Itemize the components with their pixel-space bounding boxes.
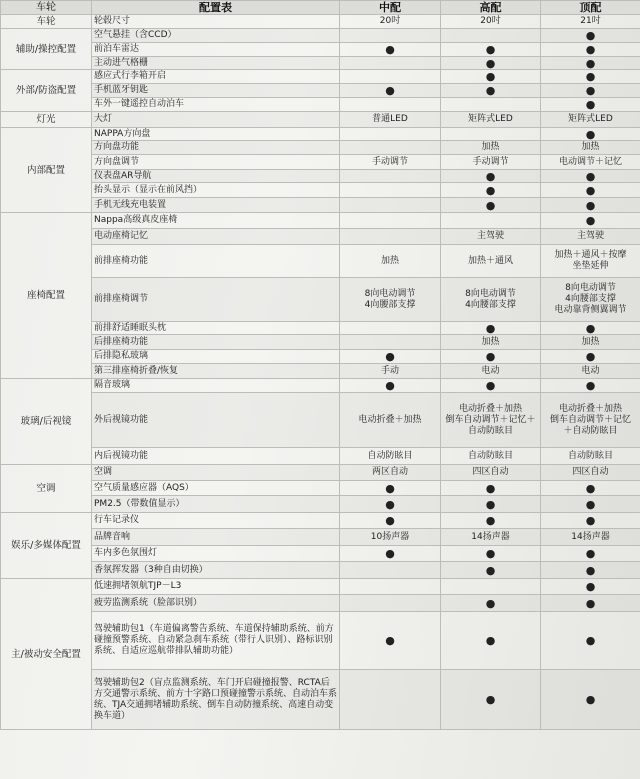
trim-high-value: ● — [441, 379, 541, 393]
trim-top-value: ● — [541, 612, 640, 670]
table-row — [1, 198, 640, 213]
trim-top-value: ● — [541, 579, 640, 595]
header-trim-mid: 中配 — [340, 1, 441, 15]
table-row — [1, 15, 640, 29]
feature-name: 电动座椅记忆 — [92, 229, 340, 245]
trim-high-value — [441, 128, 541, 141]
trim-high-value: 电动折叠＋加热 倒车自动调节＋记忆＋ 自动防眩目 — [441, 393, 541, 448]
trim-mid-value — [340, 98, 441, 112]
table-row — [1, 278, 640, 322]
trim-high-value: ● — [441, 496, 541, 513]
table-row — [1, 57, 640, 70]
table-row — [1, 379, 640, 393]
trim-high-value: ● — [441, 481, 541, 496]
trim-mid-value: 电动折叠＋加热 — [340, 393, 441, 448]
header-category: 车轮 — [1, 1, 92, 15]
feature-name: 前排座椅调节 — [92, 278, 340, 322]
table-row — [1, 393, 640, 448]
trim-high-value: ● — [441, 546, 541, 562]
trim-mid-value — [340, 29, 441, 43]
trim-top-value: ● — [541, 595, 640, 612]
header-trim-top: 顶配 — [541, 1, 640, 15]
feature-name: 车外一键遥控自动泊车 — [92, 98, 340, 112]
table-row — [1, 98, 640, 112]
trim-high-value — [441, 29, 541, 43]
table-row — [1, 43, 640, 57]
trim-high-value: ● — [441, 70, 541, 84]
feature-name: 大灯 — [92, 112, 340, 128]
trim-top-value: ● — [541, 379, 640, 393]
trim-mid-value — [340, 213, 441, 229]
feature-name: 空气质量感应器（AQS） — [92, 481, 340, 496]
trim-mid-value: 8向电动调节 4向腰部支撑 — [340, 278, 441, 322]
trim-high-value — [441, 579, 541, 595]
table-row — [1, 529, 640, 546]
trim-top-value: 14扬声器 — [541, 529, 640, 546]
trim-mid-value: ● — [340, 496, 441, 513]
trim-mid-value — [340, 170, 441, 183]
category-cell: 内部配置 — [1, 128, 92, 213]
trim-top-value: ● — [541, 496, 640, 513]
feature-name: 空调 — [92, 465, 340, 481]
trim-high-value — [441, 213, 541, 229]
trim-top-value: ● — [541, 43, 640, 57]
trim-top-value: ● — [541, 198, 640, 213]
trim-mid-value — [340, 322, 441, 335]
table-row — [1, 670, 640, 730]
category-cell: 灯光 — [1, 112, 92, 128]
trim-top-value: 8向电动调节 4向腰部支撑 电动靠背侧翼调节 — [541, 278, 640, 322]
trim-top-value: 四区自动 — [541, 465, 640, 481]
table-row — [1, 595, 640, 612]
table-row — [1, 112, 640, 128]
feature-name: 手机无线充电装置 — [92, 198, 340, 213]
trim-top-value: ● — [541, 170, 640, 183]
trim-high-value: 加热＋通风 — [441, 245, 541, 278]
trim-mid-value: 两区自动 — [340, 465, 441, 481]
feature-name: 前泊车雷达 — [92, 43, 340, 57]
trim-high-value: ● — [441, 57, 541, 70]
table-row — [1, 245, 640, 278]
trim-top-value: ● — [541, 84, 640, 98]
trim-mid-value — [340, 141, 441, 155]
trim-mid-value: 20吋 — [340, 15, 441, 29]
trim-mid-value — [340, 128, 441, 141]
table-row — [1, 562, 640, 579]
table-row — [1, 546, 640, 562]
trim-mid-value: ● — [340, 379, 441, 393]
trim-top-value: 矩阵式LED — [541, 112, 640, 128]
trim-top-value: ● — [541, 29, 640, 43]
trim-top-value: 电动折叠＋加热 倒车自动调节＋记忆 ＋自动防眩目 — [541, 393, 640, 448]
table-row — [1, 183, 640, 198]
table-row — [1, 612, 640, 670]
trim-mid-value — [340, 579, 441, 595]
category-cell: 车轮 — [1, 15, 92, 29]
feature-name: PM2.5（带数值显示） — [92, 496, 340, 513]
trim-high-value: ● — [441, 562, 541, 579]
feature-name: 隔音玻璃 — [92, 379, 340, 393]
trim-mid-value — [340, 183, 441, 198]
category-cell: 外部/防盗配置 — [1, 70, 92, 112]
feature-name: 方向盘调节 — [92, 155, 340, 170]
feature-name: 后排座椅功能 — [92, 335, 340, 350]
trim-high-value: 加热 — [441, 141, 541, 155]
trim-top-value: 加热 — [541, 335, 640, 350]
trim-top-value: ● — [541, 513, 640, 529]
table-row — [1, 141, 640, 155]
category-cell: 辅助/操控配置 — [1, 29, 92, 70]
feature-name: 仪表盘AR导航 — [92, 170, 340, 183]
trim-high-value: 8向电动调节 4向腰部支撑 — [441, 278, 541, 322]
trim-high-value: ● — [441, 670, 541, 730]
trim-top-value: 自动防眩目 — [541, 448, 640, 465]
feature-name: 品牌音响 — [92, 529, 340, 546]
feature-name: 疲劳监测系统（脸部识别） — [92, 595, 340, 612]
feature-name: 驾驶辅助包1（车道偏离警告系统、车道保持辅助系统、前方碰撞预警系统、自动紧急刹车系统（带行人识别）、路标识别系统、自适应巡航带排队辅助功能） — [92, 612, 340, 670]
trim-top-value: ● — [541, 350, 640, 364]
category-cell: 座椅配置 — [1, 213, 92, 379]
trim-mid-value — [340, 57, 441, 70]
table-row — [1, 335, 640, 350]
feature-name: 内后视镜功能 — [92, 448, 340, 465]
trim-high-value: 手动调节 — [441, 155, 541, 170]
trim-top-value: 加热＋通风＋按摩 坐垫延伸 — [541, 245, 640, 278]
feature-name: 驾驶辅助包2（盲点监测系统、车门开启碰撞报警、RCTA后方交通警示系统、前方十字路口预碰撞警示系统、自动泊车系统、TJA交通拥堵辅助系统、倒车自动防撞系统、高速自动变换车道） — [92, 670, 340, 730]
table-row — [1, 84, 640, 98]
trim-top-value: 21吋 — [541, 15, 640, 29]
table-row — [1, 322, 640, 335]
trim-high-value: 20吋 — [441, 15, 541, 29]
trim-top-value: ● — [541, 670, 640, 730]
trim-mid-value: ● — [340, 350, 441, 364]
trim-top-value: ● — [541, 481, 640, 496]
feature-name: 前排舒适睡眠头枕 — [92, 322, 340, 335]
trim-mid-value — [340, 595, 441, 612]
trim-mid-value: ● — [340, 43, 441, 57]
trim-top-value: ● — [541, 128, 640, 141]
feature-name: 方向盘功能 — [92, 141, 340, 155]
feature-name: 后排隐私玻璃 — [92, 350, 340, 364]
trim-mid-value — [340, 70, 441, 84]
table-row — [1, 213, 640, 229]
trim-high-value: ● — [441, 350, 541, 364]
trim-top-value: ● — [541, 70, 640, 84]
trim-top-value: 电动调节＋记忆 — [541, 155, 640, 170]
trim-top-value: ● — [541, 183, 640, 198]
trim-top-value: 加热 — [541, 141, 640, 155]
feature-name: 前排座椅功能 — [92, 245, 340, 278]
feature-name: Nappa高级真皮座椅 — [92, 213, 340, 229]
trim-high-value: 矩阵式LED — [441, 112, 541, 128]
table-row — [1, 579, 640, 595]
table-row — [1, 229, 640, 245]
trim-high-value: ● — [441, 43, 541, 57]
table-body — [1, 15, 640, 730]
trim-mid-value — [340, 335, 441, 350]
feature-name: 低速拥堵领航TJP－L3 — [92, 579, 340, 595]
category-cell: 空调 — [1, 465, 92, 513]
trim-mid-value: 加热 — [340, 245, 441, 278]
feature-name: 行车记录仪 — [92, 513, 340, 529]
trim-high-value: 电动 — [441, 364, 541, 379]
feature-name: 空气悬挂（含CCD） — [92, 29, 340, 43]
feature-name: 第三排座椅折叠/恢复 — [92, 364, 340, 379]
trim-top-value: ● — [541, 322, 640, 335]
trim-mid-value: ● — [340, 84, 441, 98]
trim-mid-value — [340, 198, 441, 213]
feature-name: 感应式行李箱开启 — [92, 70, 340, 84]
trim-high-value: ● — [441, 170, 541, 183]
table-header-row — [1, 1, 640, 15]
feature-name: NAPPA方向盘 — [92, 128, 340, 141]
trim-high-value: 主驾驶 — [441, 229, 541, 245]
feature-name: 外后视镜功能 — [92, 393, 340, 448]
trim-top-value: ● — [541, 546, 640, 562]
table-row — [1, 128, 640, 141]
trim-top-value: ● — [541, 57, 640, 70]
trim-mid-value: ● — [340, 481, 441, 496]
trim-top-value: ● — [541, 98, 640, 112]
trim-top-value: ● — [541, 213, 640, 229]
feature-name: 香氛挥发器（3种自由切换） — [92, 562, 340, 579]
trim-mid-value: 手动 — [340, 364, 441, 379]
table-row — [1, 155, 640, 170]
trim-top-value: ● — [541, 562, 640, 579]
trim-mid-value: 普通LED — [340, 112, 441, 128]
trim-high-value: ● — [441, 595, 541, 612]
table-row — [1, 481, 640, 496]
table-row — [1, 513, 640, 529]
trim-high-value: 14扬声器 — [441, 529, 541, 546]
category-cell: 娱乐/多媒体配置 — [1, 513, 92, 579]
table-row — [1, 496, 640, 513]
table-row — [1, 465, 640, 481]
trim-high-value: 加热 — [441, 335, 541, 350]
feature-name: 抬头显示（显示在前风挡） — [92, 183, 340, 198]
feature-name: 轮毂尺寸 — [92, 15, 340, 29]
table-row — [1, 350, 640, 364]
table-row — [1, 448, 640, 465]
trim-high-value: ● — [441, 198, 541, 213]
trim-high-value: ● — [441, 84, 541, 98]
trim-mid-value — [340, 670, 441, 730]
feature-name: 主动进气格栅 — [92, 57, 340, 70]
trim-high-value: ● — [441, 322, 541, 335]
trim-mid-value: ● — [340, 513, 441, 529]
trim-mid-value — [340, 229, 441, 245]
trim-mid-value: 手动调节 — [340, 155, 441, 170]
trim-mid-value: 自动防眩目 — [340, 448, 441, 465]
table-row — [1, 29, 640, 43]
trim-mid-value: ● — [340, 612, 441, 670]
trim-high-value — [441, 98, 541, 112]
trim-top-value: 电动 — [541, 364, 640, 379]
feature-name: 车内多色氛围灯 — [92, 546, 340, 562]
header-trim-high: 高配 — [441, 1, 541, 15]
trim-top-value: 主驾驶 — [541, 229, 640, 245]
table-row — [1, 170, 640, 183]
category-cell: 主/被动安全配置 — [1, 579, 92, 730]
trim-high-value: ● — [441, 513, 541, 529]
table-row — [1, 364, 640, 379]
trim-high-value: ● — [441, 612, 541, 670]
category-cell: 玻璃/后视镜 — [1, 379, 92, 465]
header-title: 配置表 — [92, 1, 340, 15]
trim-mid-value: ● — [340, 546, 441, 562]
trim-high-value: 四区自动 — [441, 465, 541, 481]
trim-high-value: 自动防眩目 — [441, 448, 541, 465]
trim-mid-value — [340, 562, 441, 579]
table-row — [1, 70, 640, 84]
feature-name: 手机蓝牙钥匙 — [92, 84, 340, 98]
trim-high-value: ● — [441, 183, 541, 198]
trim-mid-value: 10扬声器 — [340, 529, 441, 546]
